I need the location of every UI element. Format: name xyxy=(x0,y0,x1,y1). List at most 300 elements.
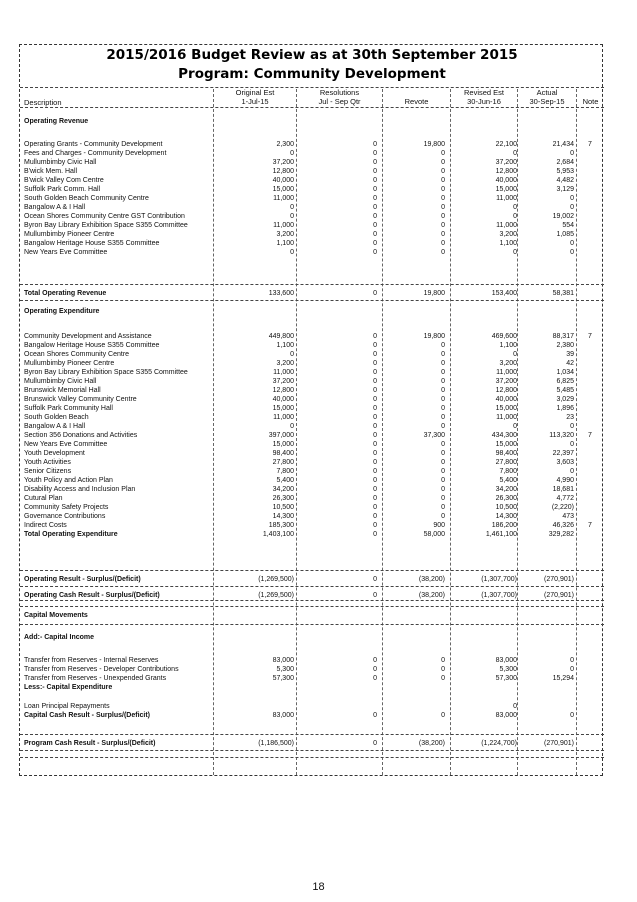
cell-revote: 0 xyxy=(441,369,445,376)
table-row xyxy=(20,203,604,212)
row-description: Mullumbimby Pioneer Centre xyxy=(24,231,115,238)
cell-orig: 1,403,100 xyxy=(262,531,294,538)
row-description: Operating Result - Surplus/(Deficit) xyxy=(24,576,141,583)
cell-orig: 11,000 xyxy=(273,369,294,376)
row-description: Youth Activities xyxy=(24,459,71,466)
cell-res: 0 xyxy=(373,387,377,394)
cell-res: 0 xyxy=(373,150,377,157)
cell-actual: 0 xyxy=(570,666,574,673)
cell-res: 0 xyxy=(373,195,377,202)
cell-revote: 0 xyxy=(441,177,445,184)
row-description: Less:- Capital Expenditure xyxy=(24,684,113,691)
cell-orig: 7,800 xyxy=(276,468,294,475)
header-actual: Actual 30-Sep-15 xyxy=(529,88,565,106)
cell-res: 0 xyxy=(373,396,377,403)
row-description: Transfer from Reserves - Developer Contributions xyxy=(24,666,179,673)
row-description: Mullumbimby Pioneer Centre xyxy=(24,360,115,367)
cell-actual: 473 xyxy=(562,513,574,520)
cell-revote: 0 xyxy=(441,459,445,466)
cell-revote: (38,200) xyxy=(418,576,445,583)
cell-res: 0 xyxy=(373,740,377,747)
cell-res: 0 xyxy=(373,522,377,529)
cell-orig: 5,400 xyxy=(276,477,294,484)
cell-revote: 0 xyxy=(441,450,445,457)
cell-orig: 0 xyxy=(290,351,294,358)
cell-orig: 11,000 xyxy=(273,222,294,229)
table-row xyxy=(20,431,604,440)
cell-res: 0 xyxy=(373,204,377,211)
row-description: Bangalow A & I Hall xyxy=(24,204,86,211)
cell-revote: 0 xyxy=(441,387,445,394)
table-row xyxy=(20,458,604,467)
program-title: Program: Community Development xyxy=(178,66,446,82)
table-row xyxy=(20,386,604,395)
cell-revised: (1,307,700) xyxy=(481,576,517,583)
cell-actual: 3,603 xyxy=(556,459,574,466)
row-description: Disability Access and Inclusion Plan xyxy=(24,486,136,493)
row-description: Transfer from Reserves - Internal Reserves xyxy=(24,657,159,664)
section-heading xyxy=(20,683,604,692)
cell-res: 0 xyxy=(373,432,377,439)
cell-actual: 5,953 xyxy=(556,168,574,175)
cell-res: 0 xyxy=(373,249,377,256)
row-description: B'wick Valley Com Centre xyxy=(24,177,104,184)
cell-actual: 4,772 xyxy=(556,495,574,502)
cell-revised: 7,800 xyxy=(499,468,517,475)
cell-actual: 42 xyxy=(566,360,574,367)
cell-revote: 0 xyxy=(441,360,445,367)
divider xyxy=(20,107,604,108)
table-row xyxy=(20,449,604,458)
cell-revised: 40,000 xyxy=(495,396,517,403)
cell-actual: 0 xyxy=(570,195,574,202)
cell-res: 0 xyxy=(373,414,377,421)
row-description: Senior Citizens xyxy=(24,468,72,475)
cell-orig: 3,200 xyxy=(276,360,294,367)
cell-revote: 0 xyxy=(441,657,445,664)
cell-res: 0 xyxy=(373,477,377,484)
divider xyxy=(20,757,604,758)
cell-actual: 23 xyxy=(566,414,574,421)
cell-res: 0 xyxy=(373,168,377,175)
cell-actual: 0 xyxy=(570,657,574,664)
cell-revised: 10,500 xyxy=(495,504,517,511)
cell-res: 0 xyxy=(373,213,377,220)
table-row xyxy=(20,239,604,248)
cell-revised: 1,100 xyxy=(499,342,517,349)
cell-orig: 1,100 xyxy=(276,342,294,349)
cell-orig: 10,500 xyxy=(272,504,294,511)
cell-actual: 5,485 xyxy=(556,387,574,394)
cell-orig: 34,200 xyxy=(272,486,294,493)
table-row xyxy=(20,503,604,512)
cell-revote: 0 xyxy=(441,396,445,403)
row-description: Transfer from Reserves - Unexpended Grants xyxy=(24,675,167,682)
cell-actual: 0 xyxy=(570,249,574,256)
row-description: Youth Policy and Action Plan xyxy=(24,477,113,484)
cell-actual: 0 xyxy=(570,468,574,475)
table-row xyxy=(20,332,604,341)
cell-revote: 19,800 xyxy=(423,333,445,340)
row-description: Capital Cash Result - Surplus/(Deficit) xyxy=(24,712,151,719)
cell-res: 0 xyxy=(373,231,377,238)
cell-revised: 5,400 xyxy=(499,477,517,484)
header-revote: Revote xyxy=(404,97,429,106)
section-heading xyxy=(20,117,604,126)
row-description: Loan Principal Repayments xyxy=(24,703,110,710)
table-row xyxy=(20,422,604,431)
cell-orig: 98,400 xyxy=(272,450,294,457)
row-description: Suffolk Park Comm. Hall xyxy=(24,186,101,193)
cell-orig: 27,800 xyxy=(272,459,294,466)
cell-revised: 0 xyxy=(513,213,517,220)
cell-revised: 12,800 xyxy=(495,168,517,175)
cell-revised: 3,200 xyxy=(499,360,517,367)
cell-actual: 3,029 xyxy=(556,396,574,403)
cell-actual: 1,085 xyxy=(556,231,574,238)
cell-revised: 11,000 xyxy=(496,222,517,229)
total-row xyxy=(20,711,604,720)
cell-actual: 0 xyxy=(570,240,574,247)
cell-revised: 1,461,100 xyxy=(485,531,517,538)
total-row xyxy=(20,575,604,584)
table-row xyxy=(20,440,604,449)
table-row xyxy=(20,350,604,359)
cell-revised: 98,400 xyxy=(495,450,517,457)
cell-revised: 27,800 xyxy=(495,459,517,466)
cell-actual: 58,381 xyxy=(552,290,574,297)
row-description: Bangalow A & I Hall xyxy=(24,423,86,430)
cell-orig: 0 xyxy=(290,204,294,211)
cell-res: 0 xyxy=(373,657,377,664)
cell-actual: 0 xyxy=(570,150,574,157)
table-row xyxy=(20,341,604,350)
row-description: Bangalow Heritage House S355 Committee xyxy=(24,342,160,349)
cell-res: 0 xyxy=(373,495,377,502)
cell-note: 7 xyxy=(588,522,592,529)
row-description: Byron Bay Library Exhibition Space S355 Committee xyxy=(24,369,188,376)
cell-actual: 0 xyxy=(570,204,574,211)
cell-revote: 0 xyxy=(441,186,445,193)
cell-res: 0 xyxy=(373,459,377,466)
cell-orig: 0 xyxy=(290,213,294,220)
cell-orig: 15,000 xyxy=(272,405,294,412)
cell-res: 0 xyxy=(373,468,377,475)
cell-res: 0 xyxy=(373,141,377,148)
cell-revised: 5,300 xyxy=(499,666,517,673)
cell-revote: 0 xyxy=(441,150,445,157)
cell-revote: 0 xyxy=(441,168,445,175)
cell-actual: 1,896 xyxy=(556,405,574,412)
cell-res: 0 xyxy=(373,351,377,358)
cell-revote: 0 xyxy=(441,222,445,229)
cell-orig: 26,300 xyxy=(272,495,294,502)
row-description: Mullumbimby Civic Hall xyxy=(24,378,97,385)
table-row xyxy=(20,149,604,158)
cell-revote: 0 xyxy=(441,468,445,475)
table-row xyxy=(20,494,604,503)
cell-revote: 0 xyxy=(441,495,445,502)
cell-revote: 0 xyxy=(441,342,445,349)
cell-orig: (1,186,500) xyxy=(258,740,294,747)
total-row xyxy=(20,530,604,539)
cell-res: 0 xyxy=(373,712,377,719)
cell-revised: 37,200 xyxy=(495,159,517,166)
cell-revised: 37,200 xyxy=(495,378,517,385)
table-row xyxy=(20,467,604,476)
cell-revote: 0 xyxy=(441,405,445,412)
cell-revote: 0 xyxy=(441,414,445,421)
table-row xyxy=(20,359,604,368)
page-number: 18 xyxy=(312,881,325,893)
divider xyxy=(20,600,604,601)
cell-revised: 1,100 xyxy=(499,240,517,247)
section-heading xyxy=(20,611,604,620)
cell-revised: 0 xyxy=(513,249,517,256)
divider xyxy=(20,750,604,751)
cell-orig: 11,000 xyxy=(273,414,294,421)
cell-revised: (1,307,700) xyxy=(481,592,517,599)
cell-revote: 0 xyxy=(441,378,445,385)
cell-revised: 0 xyxy=(513,351,517,358)
row-description: Ocean Shores Community Centre GST Contribution xyxy=(24,213,185,220)
cell-orig: 12,800 xyxy=(272,168,294,175)
row-description: Operating Revenue xyxy=(24,118,89,125)
cell-res: 0 xyxy=(373,405,377,412)
row-description: Community Safety Projects xyxy=(24,504,109,511)
cell-revised: 434,300 xyxy=(491,432,517,439)
total-row xyxy=(20,739,604,748)
cell-revised: 0 xyxy=(513,204,517,211)
cell-res: 0 xyxy=(373,675,377,682)
cell-revised: 0 xyxy=(513,150,517,157)
header-note: Note xyxy=(582,97,599,106)
row-description: Brunswick Memorial Hall xyxy=(24,387,101,394)
row-description: Total Operating Revenue xyxy=(24,290,107,297)
cell-actual: (270,901) xyxy=(544,592,574,599)
row-description: Operating Grants - Community Development xyxy=(24,141,163,148)
header-original: Original Est 1-Jul-15 xyxy=(235,88,275,106)
cell-orig: 83,000 xyxy=(272,657,294,664)
row-description: Fees and Charges - Community Development xyxy=(24,150,167,157)
cell-orig: 397,000 xyxy=(268,432,294,439)
table-row xyxy=(20,248,604,257)
divider xyxy=(20,606,604,607)
table-row xyxy=(20,702,604,711)
cell-revised: 11,000 xyxy=(496,414,517,421)
cell-orig: 5,300 xyxy=(276,666,294,673)
total-row xyxy=(20,591,604,600)
cell-note: 7 xyxy=(588,333,592,340)
cell-orig: (1,269,500) xyxy=(258,576,294,583)
cell-revote: 0 xyxy=(441,666,445,673)
table-row xyxy=(20,674,604,683)
cell-revote: 0 xyxy=(441,712,445,719)
total-row xyxy=(20,289,604,298)
row-description: Bangalow Heritage House S355 Committee xyxy=(24,240,160,247)
cell-revised: 83,000 xyxy=(495,712,517,719)
row-description: Brunswick Valley Community Centre xyxy=(24,396,137,403)
cell-res: 0 xyxy=(373,486,377,493)
cell-res: 0 xyxy=(373,240,377,247)
cell-actual: 0 xyxy=(570,423,574,430)
cell-actual: 3,129 xyxy=(556,186,574,193)
cell-revote: 0 xyxy=(441,249,445,256)
cell-res: 0 xyxy=(373,531,377,538)
divider xyxy=(20,284,604,285)
cell-revote: (38,200) xyxy=(418,592,445,599)
divider xyxy=(20,586,604,587)
table-row xyxy=(20,140,604,149)
table-row xyxy=(20,368,604,377)
cell-res: 0 xyxy=(373,360,377,367)
row-description: Youth Development xyxy=(24,450,85,457)
cell-revote: 0 xyxy=(441,513,445,520)
cell-res: 0 xyxy=(373,342,377,349)
cell-revote: 0 xyxy=(441,423,445,430)
cell-res: 0 xyxy=(373,666,377,673)
cell-actual: 19,002 xyxy=(552,213,574,220)
cell-res: 0 xyxy=(373,423,377,430)
cell-revised: 15,000 xyxy=(495,186,517,193)
table-row xyxy=(20,176,604,185)
cell-orig: 0 xyxy=(290,249,294,256)
cell-orig: 40,000 xyxy=(272,396,294,403)
cell-actual: (270,901) xyxy=(544,576,574,583)
cell-orig: 37,200 xyxy=(272,378,294,385)
cell-orig: 449,800 xyxy=(268,333,294,340)
table-row xyxy=(20,167,604,176)
cell-res: 0 xyxy=(373,369,377,376)
cell-orig: 14,300 xyxy=(272,513,294,520)
cell-revote: 0 xyxy=(441,441,445,448)
cell-res: 0 xyxy=(373,450,377,457)
table-row xyxy=(20,230,604,239)
cell-actual: 0 xyxy=(570,712,574,719)
cell-orig: 15,000 xyxy=(272,186,294,193)
cell-actual: (270,901) xyxy=(544,740,574,747)
cell-revote: 19,800 xyxy=(423,141,445,148)
cell-actual: 1,034 xyxy=(556,369,574,376)
header-description: Description xyxy=(24,98,62,107)
cell-res: 0 xyxy=(373,333,377,340)
cell-actual: 113,320 xyxy=(549,432,574,439)
cell-orig: 1,100 xyxy=(276,240,294,247)
divider xyxy=(20,87,604,88)
cell-orig: 133,600 xyxy=(268,290,294,297)
cell-res: 0 xyxy=(373,378,377,385)
table-row xyxy=(20,476,604,485)
cell-actual: 2,380 xyxy=(556,342,574,349)
header-revised: Revised Est 30-Jun-16 xyxy=(463,88,505,106)
cell-revote: 0 xyxy=(441,240,445,247)
cell-revote: 0 xyxy=(441,504,445,511)
cell-orig: 2,300 xyxy=(276,141,294,148)
row-description: Community Development and Assistance xyxy=(24,333,152,340)
cell-revised: 26,300 xyxy=(495,495,517,502)
cell-revote: 0 xyxy=(441,477,445,484)
row-description: Capital Movements xyxy=(24,612,88,619)
cell-actual: 0 xyxy=(570,441,574,448)
cell-revote: 0 xyxy=(441,195,445,202)
cell-actual: 22,397 xyxy=(552,450,574,457)
cell-orig: 185,300 xyxy=(268,522,294,529)
table-row xyxy=(20,377,604,386)
cell-revised: 0 xyxy=(513,423,517,430)
cell-res: 0 xyxy=(373,504,377,511)
row-description: Ocean Shores Community Centre xyxy=(24,351,130,358)
table-row xyxy=(20,194,604,203)
cell-revote: 0 xyxy=(441,675,445,682)
table-row xyxy=(20,212,604,221)
table-row xyxy=(20,404,604,413)
row-description: South Golden Beach xyxy=(24,414,89,421)
cell-revote: 19,800 xyxy=(423,290,445,297)
cell-actual: 6,825 xyxy=(556,378,574,385)
cell-revote: 58,000 xyxy=(423,531,445,538)
row-description: New Years Eve Committee xyxy=(24,441,108,448)
row-description: South Golden Beach Community Centre xyxy=(24,195,149,202)
cell-revised: 153,400 xyxy=(491,290,517,297)
table-row xyxy=(20,485,604,494)
cell-actual: 329,282 xyxy=(548,531,574,538)
cell-revote: (38,200) xyxy=(418,740,445,747)
cell-revote: 0 xyxy=(441,204,445,211)
row-description: Governance Contributions xyxy=(24,513,106,520)
cell-actual: (2,220) xyxy=(551,504,574,511)
cell-res: 0 xyxy=(373,576,377,583)
cell-actual: 4,482 xyxy=(556,177,574,184)
row-description: Operating Expenditure xyxy=(24,308,100,315)
table-row xyxy=(20,656,604,665)
cell-revote: 0 xyxy=(441,486,445,493)
cell-revised: 11,000 xyxy=(496,195,517,202)
cell-revised: 34,200 xyxy=(495,486,517,493)
cell-actual: 2,684 xyxy=(556,159,574,166)
table-row xyxy=(20,221,604,230)
cell-revised: 40,000 xyxy=(495,177,517,184)
row-description: New Years Eve Committee xyxy=(24,249,108,256)
cell-res: 0 xyxy=(373,290,377,297)
cell-revised: 186,200 xyxy=(491,522,517,529)
cell-revised: 3,200 xyxy=(499,231,517,238)
row-description: Add:- Capital Income xyxy=(24,634,95,641)
cell-note: 7 xyxy=(588,141,592,148)
table-row xyxy=(20,413,604,422)
row-description: Mullumbimby Civic Hall xyxy=(24,159,97,166)
cell-res: 0 xyxy=(373,159,377,166)
section-heading xyxy=(20,633,604,642)
cell-orig: 40,000 xyxy=(272,177,294,184)
divider xyxy=(20,734,604,735)
cell-actual: 21,434 xyxy=(552,141,574,148)
cell-actual: 88,317 xyxy=(552,333,574,340)
row-description: Operating Cash Result - Surplus/(Deficit) xyxy=(24,592,160,599)
table-row xyxy=(20,512,604,521)
divider xyxy=(20,624,604,625)
cell-orig: 3,200 xyxy=(276,231,294,238)
cell-res: 0 xyxy=(373,441,377,448)
cell-revised: 57,300 xyxy=(495,675,517,682)
cell-res: 0 xyxy=(373,186,377,193)
cell-res: 0 xyxy=(373,592,377,599)
row-description: Section 356 Donations and Activities xyxy=(24,432,138,439)
cell-revote: 0 xyxy=(441,159,445,166)
cell-note: 7 xyxy=(588,432,592,439)
cell-revised: 469,600 xyxy=(491,333,517,340)
cell-revote: 0 xyxy=(441,213,445,220)
cell-revised: 83,000 xyxy=(495,657,517,664)
